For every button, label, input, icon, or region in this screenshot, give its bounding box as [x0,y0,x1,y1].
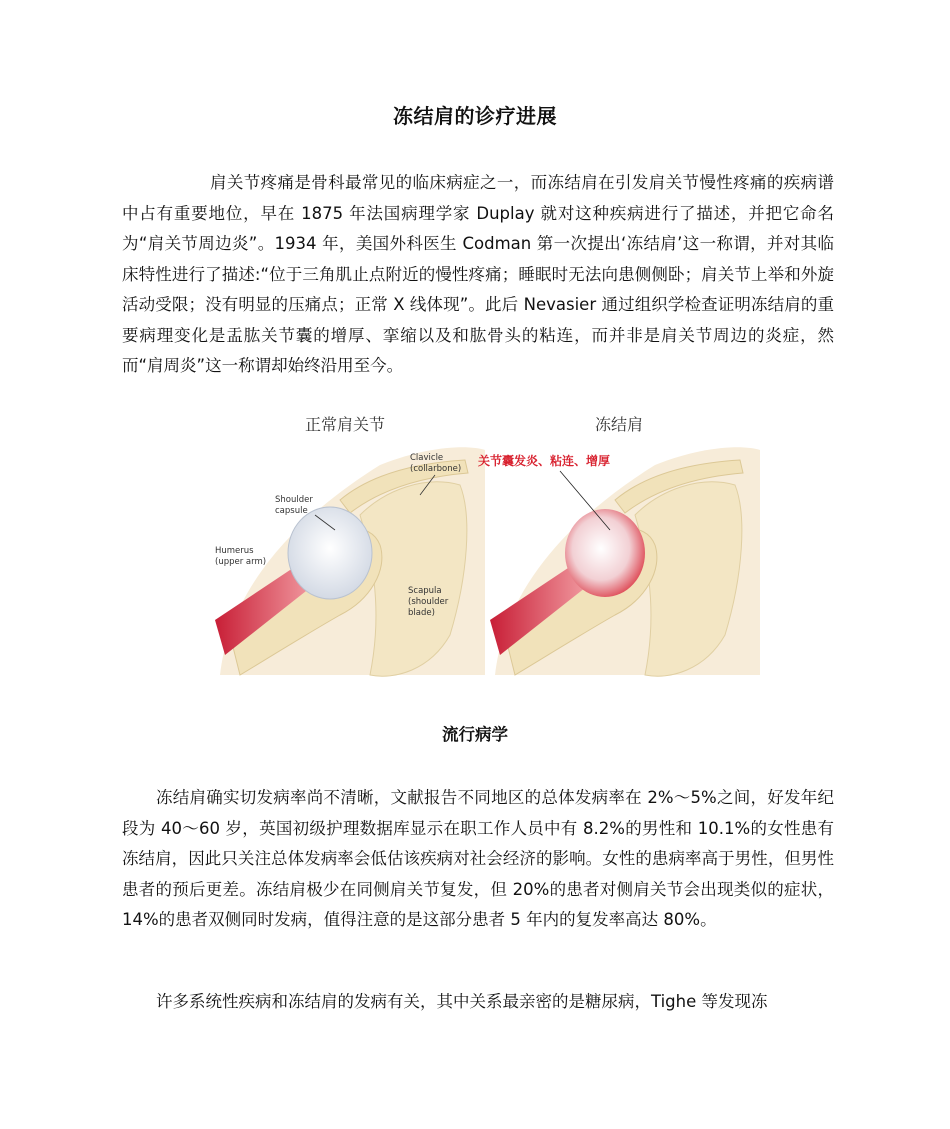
shoulder-comparison-figure [210,405,760,680]
scapula-sub-label-1: (shoulder [408,597,449,607]
clavicle-label: Clavicle [410,453,444,463]
humerus-sub-label: (upper arm) [215,557,267,567]
systemic-disease-paragraph: 许多系统性疾病和冻结肩的发病有关，其中关系最亲密的是糖尿病，Tighe 等发现冻 [156,992,768,1011]
intro-paragraph: 肩关节疼痛是骨科最常见的临床病症之一，而冻结肩在引发肩关节慢性疼痛的疾病谱中占有重要地位，早在 1875 年法国病理学家 Duplay 就对这种疾病进行了描述，并把它命名为“肩关节周边炎”。1934 年，美国外科医生 Codman 第一次提出‘冻结肩’这一称谓，并对其临床特性进行了描述:“位于三角肌止点附近的慢性疼痛；睡眠时无法向患侧侧卧；肩关节上举和外旋活动受限；没有明显的压痛点；正常 X 线体现”。此后 Nevasier 通过组织学检查证明冻结肩的重要病理变化是盂肱关节囊的增厚、挛缩以及和肱骨头的粘连，而并非是肩关节周边的炎症，然而“肩周炎”这一称谓却始终沿用至今。 [122,173,834,375]
humerus-label: Humerus [215,546,254,556]
capsule-left [288,507,372,599]
right-panel-title: 冻结肩 [595,415,644,434]
left-panel-title: 正常肩关节 [305,415,386,434]
scapula-sub-label-2: blade) [408,608,435,618]
document-title: 冻结肩的诊疗进展 [393,104,557,128]
clavicle-sub-label: (collarbone) [410,464,462,474]
scapula-label: Scapula [408,586,442,596]
epidemiology-paragraph: 冻结肩确实切发病率尚不清晰，文献报告不同地区的总体发病率在 2%～5%之间，好发年纪段为 40～60 岁，英国初级护理数据库显示在职工作人员中有 8.2%的男性和 10.1%的女性患有冻结肩，因此只关注总体发病率会低估该疾病对社会经济的影响。女性的患病率高于男性，但男性患者的预后更差。冻结肩极少在同侧肩关节复发，但 20%的患者对侧肩关节会出现类似的症状，14%的患者双侧同时发病，值得注意的是这部分患者 5 年内的复发率高达 80%。 [122,788,834,929]
shoulder-illustration [210,405,760,680]
inflamed-capsule [565,509,645,597]
section-heading-epidemiology: 流行病学 [442,725,508,744]
inflammation-annotation: 关节囊发炎、粘连、增厚 [478,454,611,468]
capsule-label: capsule [275,506,308,516]
shoulder-label: Shoulder [275,495,313,505]
